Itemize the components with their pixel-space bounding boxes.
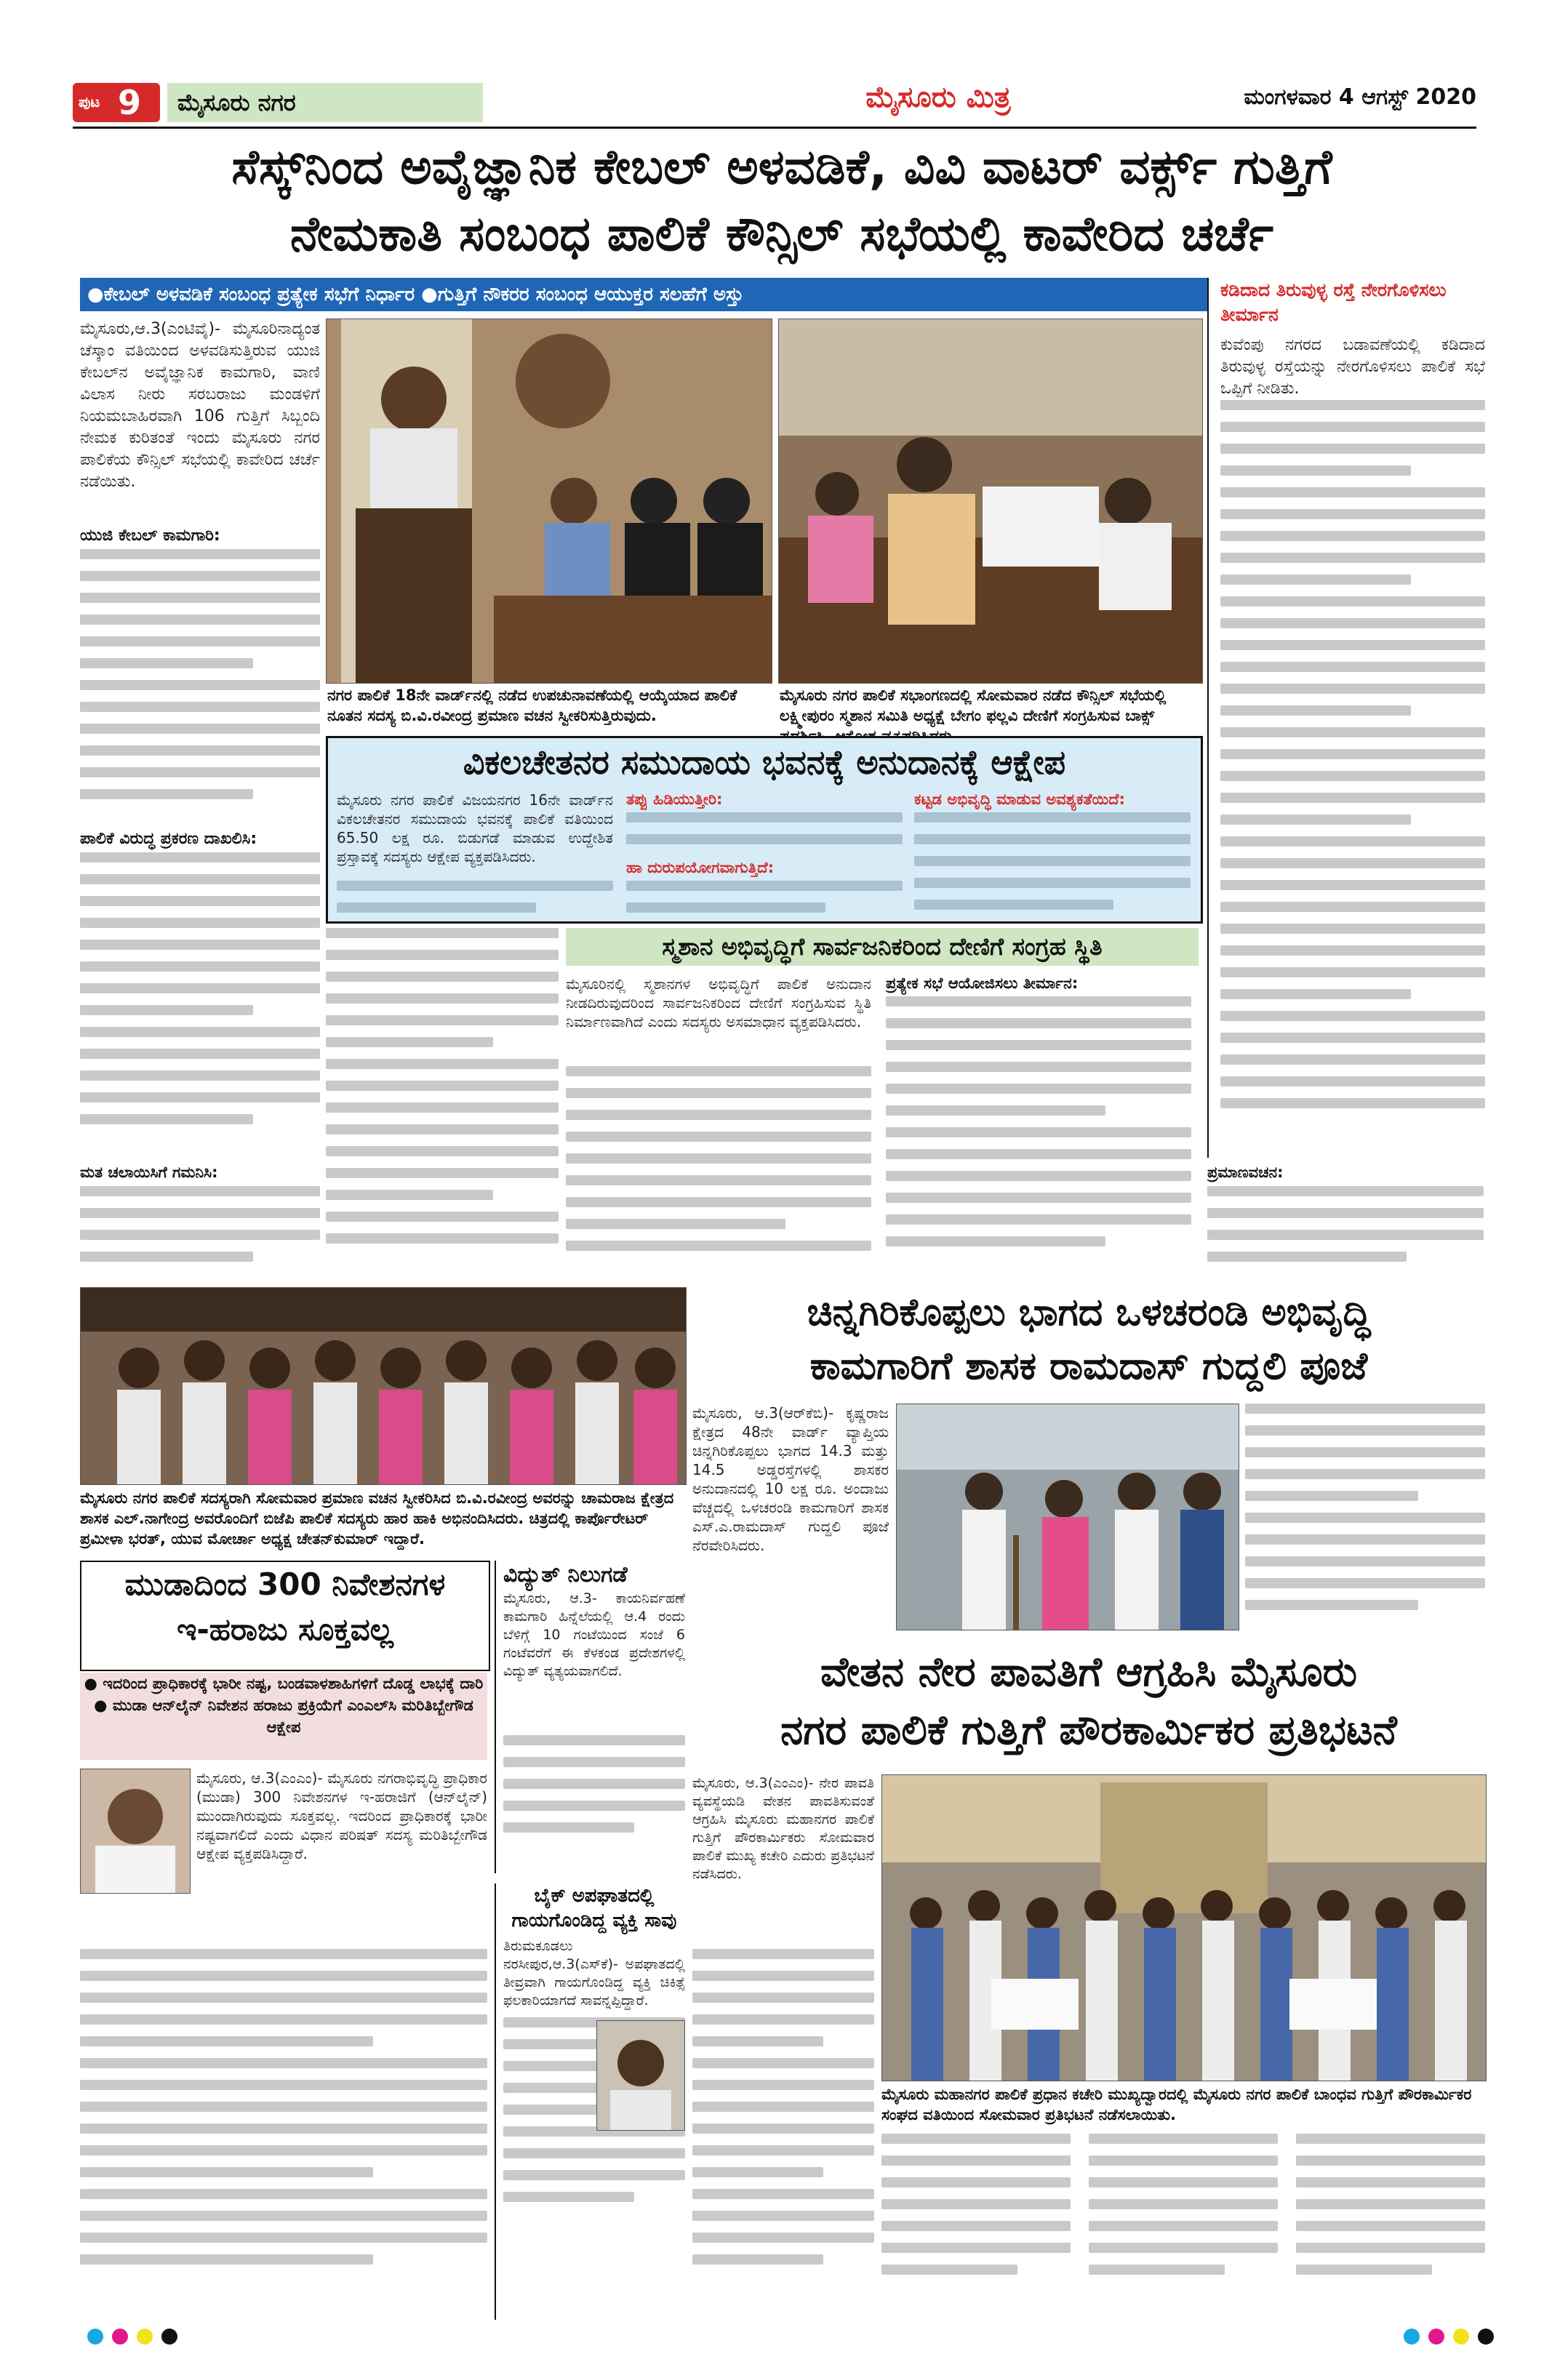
power-cut-story <box>495 1561 685 1873</box>
disabled-hall-lines-3 <box>626 881 903 918</box>
mla-right-lines <box>1245 1404 1485 1629</box>
lead-body-text: ಮೈಸೂರು,ಆ.3(ಎಂಟಿವೈ)- ಮೈಸೂರಿನಾದ್ಯಂತ ಚೆಸ್ಕಾಂ ವತಿಯಿಂದ ಅಳವಡಿಸುತ್ತಿರುವ ಯುಜಿ ಕೇಬಲ್‌ನ ಅವೈಜ್ಞಾನಿಕ ಕಾಮಗಾರಿ, ವಾಣಿ ವಿಲಾಸ ನೀರು ಸರಬರಾಜು ಮಂಡಳಿಗೆ ನಿಯಮಬಾಹಿರವಾಗಿ 106 ಗುತ್ತಿಗೆ ಸಿಬ್ಬಂದಿ ನೇಮಕ ಕುರಿತಂತೆ ಇಂದು ಮೈಸೂರು ನಗರ ಪಾಲಿಕೆಯ ಕೌನ್ಸಿಲ್ ಸಭೆಯಲ್ಲಿ ಕಾವೇರಿದ ಚರ್ಚೆ ನಡೆಯಿತು. <box>80 320 320 491</box>
muda-bullets: ● ಇದರಿಂದ ಪ್ರಾಧಿಕಾರಕ್ಕೆ ಭಾರೀ ನಷ್ಟ, ಬಂಡವಾಳಶಾಹಿಗಳಿಗೆ ದೊಡ್ಡ ಲಾಭಕ್ಕೆ ದಾರಿ ● ಮುಡಾ ಆನ್‌ಲೈನ್ ನಿವೇಶನ ಹರಾಜು ಪ್ರಕ್ರಿಯೆಗೆ ಎಂಎಲ್‌ಸಿ ಮರಿತಿಬ್ಬೇಗೌಡ ಆಕ್ಷೇಪ <box>80 1673 487 1760</box>
cemetery-subhead-3: ಪ್ರಮಾಣವಚನ: <box>1207 1164 1284 1181</box>
side-box-text: ಕುವೆಂಪು ನಗರದ ಬಡಾವಣೆಯಲ್ಲಿ ಕಡಿದಾದ ತಿರುವುಳ್ಳ ರಸ್ತೆಯನ್ನು ನೇರಗೊಳಿಸಲು ಪಾಲಿಕೆ ಸಭೆ ಒಪ್ಪಿಗೆ ನೀಡಿತು. <box>1220 336 1485 398</box>
muda-lines <box>80 1949 487 2313</box>
section-name: ಮೈಸೂರು ನಗರ <box>167 83 483 122</box>
disabled-hall-box <box>326 736 1203 924</box>
disabled-hall-lines-1 <box>337 881 613 918</box>
council-photo-oath-image <box>327 319 772 683</box>
cemetery-subhead-1: ಪ್ರತ್ಯೇಕ ಸಭೆ ಆಯೋಜಿಸಲು ತೀರ್ಮಾನ: <box>886 974 1079 992</box>
workers-protest-caption: ಮೈಸೂರು ಮಹಾನಗರ ಪಾಲಿಕೆ ಪ್ರಧಾನ ಕಚೇರಿ ಮುಖ್ಯದ್ವಾರದಲ್ಲಿ ಮೈಸೂರು ನಗರ ಪಾಲಿಕೆ ಬಾಂಧವ ಗುತ್ತಿಗೆ ಪೌರಕಾರ್ಮಿಕರ ಸಂಘದ ವತಿಯಿಂದ ಸೋಮವಾರ ಪ್ರತಿಭಟನೆ ನಡೆಸಲಾಯಿತು. <box>881 2086 1472 2123</box>
lead-subhead-1: ಯುಜಿ ಕೇಬಲ್ ಕಾಮಗಾರಿ: <box>80 527 220 545</box>
disabled-hall-lines-2 <box>626 812 903 856</box>
cemetery-lines-1 <box>566 1066 871 1270</box>
workers-lines-4 <box>1296 2134 1485 2315</box>
power-cut-lines <box>503 1735 685 1859</box>
cemetery-lines-4 <box>80 1186 320 1266</box>
council-photo-oath-caption: ನಗರ ಪಾಲಿಕೆ 18ನೇ ವಾರ್ಡ್‌ನಲ್ಲಿ ನಡೆದ ಉಪಚುನಾವಣೆಯಲ್ಲಿ ಆಯ್ಕೆಯಾದ ಪಾಲಿಕೆ ನೂತನ ಸದಸ್ಯ ಬಿ.ವಿ.ರವೀಂದ್ರ ಪ್ರಮಾಣ ವಚನ ಸ್ವೀಕರಿಸುತ್ತಿರುವುದು. <box>327 686 737 724</box>
registration-dots-left <box>87 2329 186 2347</box>
lead-headline-1: ಸೆಸ್ಕ್‌ನಿಂದ ಅವೈಜ್ಞಾನಿಕ ಕೇಬಲ್ ಅಳವಡಿಕೆ, ವಿವಿ ವಾಟರ್ ವರ್ಕ್ಸ್ ಗುತ್ತಿಗೆ <box>231 139 1332 195</box>
side-box <box>1207 278 1485 1158</box>
masthead-rule <box>73 127 1476 129</box>
disabled-hall-subhead-3: ಕಟ್ಟಡ ಅಭಿವೃದ್ಧಿ ಮಾಡುವ ಅವಶ್ಯಕತೆಯಿದೆ: <box>914 790 1125 808</box>
workers-lower-columns <box>881 2134 1485 2315</box>
lead-body-lines-2 <box>80 852 320 1143</box>
muda-body: ಮೈಸೂರು, ಆ.3(ಎಂಎಂ)- ಮೈಸೂರು ನಗರಾಭಿವೃದ್ಧಿ ಪ್ರಾಧಿಕಾರ (ಮುಡಾ) 300 ನಿವೇಶನಗಳ ಇ-ಹರಾಜಿಗೆ (ಆನ್‌ಲೈನ್) ಮುಂದಾಗಿರುವುದು ಸೂಕ್ತವಲ್ಲ. ಇದರಿಂದ ಪ್ರಾಧಿಕಾರಕ್ಕೆ ಭಾರೀ ನಷ್ಟವಾಗಲಿದೆ ಎಂದು ವಿಧಾನ ಪರಿಷತ್ ಸದಸ್ಯ ಮರಿತಿಬ್ಬೇಗೌಡ ಆಕ್ಷೇಪ ವ್ಯಕ್ತಪಡಿಸಿದ್ದಾರೆ. <box>196 1769 487 1862</box>
power-cut-headline: ವಿದ್ಯುತ್ ನಿಲುಗಡೆ <box>503 1562 628 1588</box>
disabled-hall-subhead-2: ಹಾ ದುರುಪಯೋಗವಾಗುತ್ತಿದೆ: <box>626 859 775 876</box>
accident-headline-2: ಗಾಯಗೊಂಡಿದ್ದ ವ್ಯಕ್ತಿ ಸಾವು <box>511 1910 677 1931</box>
lead-strap: ●ಕೇಬಲ್ ಅಳವಡಿಕೆ ಸಂಬಂಧ ಪ್ರತ್ಯೇಕ ಸಭೆಗೆ ನಿರ್ಧಾರ ●ಗುತ್ತಿಗೆ ನೌಕರರ ಸಂಬಂಧ ಆಯುಕ್ತರ ಸಲಹೆಗೆ ಅಸ್ತು <box>80 278 1207 311</box>
accident-victim-image <box>597 2021 684 2130</box>
side-box-title: ಕಡಿದಾದ ತಿರುವುಳ್ಳ ರಸ್ತೆ ನೇರಗೊಳಿಸಲು ತೀರ್ಮಾನ <box>1220 279 1447 325</box>
workers-body: ಮೈಸೂರು, ಆ.3(ಎಂಎಂ)- ನೇರ ಪಾವತಿ ವ್ಯವಸ್ಥೆಯಡಿ ವೇತನ ಪಾವತಿಸುವಂತೆ ಆಗ್ರಹಿಸಿ ಮೈಸೂರು ಮಹಾನಗರ ಪಾಲಿಕೆ ಗುತ್ತಿಗೆ ಪೌರಕಾರ್ಮಿಕರು ಸೋಮವಾರ ಪಾಲಿಕೆ ಮುಖ್ಯ ಕಚೇರಿ ಎದುರು ಪ್ರತಿಭಟನೆ ನಡೆಸಿದರು. <box>692 1775 874 1882</box>
lead-body-lines <box>80 549 320 825</box>
muda-headline-box <box>80 1561 490 1671</box>
mla-headline-2: ಕಾಮಗಾರಿಗೆ ಶಾಸಕ ರಾಮದಾಸ್ ಗುದ್ದಲಿ ಪೂಜೆ <box>809 1345 1368 1388</box>
workers-lines-3 <box>1089 2134 1278 2315</box>
page-number: 9 <box>118 83 142 122</box>
workers-protest-image <box>882 1775 1486 2081</box>
mlc-portrait <box>80 1769 191 1894</box>
disabled-hall-body: ಮೈಸೂರು ನಗರ ಪಾಲಿಕೆ ವಿಜಯನಗರ 16ನೇ ವಾರ್ಡ್‌ನ ವಿಕಲಚೇತನರ ಸಮುದಾಯ ಭವನಕ್ಕೆ ಪಾಲಿಕೆ ವತಿಯಿಂದ 65.50 ಲಕ್ಷ ರೂ. ಬಿಡುಗಡೆ ಮಾಡುವ ಉದ್ದೇಶಿತ ಪ್ರಸ್ತಾವಕ್ಕೆ ಸದಸ್ಯರು ಆಕ್ಷೇಪ ವ್ಯಕ್ತಪಡಿಸಿದರು. <box>337 791 613 865</box>
cemetery-headline: ಸ್ಮಶಾನ ಅಭಿವೃದ್ಧಿಗೆ ಸಾರ್ವಜನಿಕರಿಂದ ದೇಣಿಗೆ ಸಂಗ್ರಹ ಸ್ಥಿತಿ <box>566 928 1199 966</box>
council-photo-protest-box-image <box>779 319 1202 683</box>
cemetery-lower-text <box>80 1164 320 1273</box>
cemetery-subhead-2: ಮತ ಚಲಾಯಿಸಿಗೆ ಗಮನಿಸಿ: <box>80 1164 218 1181</box>
cemetery-lines-3 <box>1207 1186 1484 1273</box>
accident-headline-1: ಬೈಕ್ ಅಪಘಾತದಲ್ಲಿ <box>534 1885 655 1907</box>
cemetery-lines-2 <box>886 996 1191 1265</box>
disabled-hall-lines-4 <box>914 812 1191 918</box>
mla-right-column <box>1245 1404 1485 1629</box>
side-box-body-lines <box>1220 400 1485 1149</box>
accident-body: ತಿರುಮಕೂಡಲು ನರಸೀಪುರ,ಆ.3(ಎಸ್‌ಕೆ)- ಅಪಘಾತದಲ್ಲಿ ತೀವ್ರವಾಗಿ ಗಾಯಗೊಂಡಿದ್ದ ವ್ಯಕ್ತಿ ಚಿಕಿತ್ಸೆ ಫಲಕಾರಿಯಾಗದೆ ಸಾವನ್ನಪ್ಪಿದ್ದಾರೆ. <box>503 1938 685 2009</box>
felicitation-photo-image <box>81 1288 686 1484</box>
workers-protest-photo <box>881 1774 1487 2081</box>
mla-bhoomi-puja-image <box>897 1404 1239 1630</box>
accident-victim-photo <box>596 2020 685 2131</box>
cemetery-right-column <box>1207 1164 1484 1280</box>
council-photo-protest-box-caption: ಮೈಸೂರು ನಗರ ಪಾಲಿಕೆ ಸಭಾಂಗಣದಲ್ಲಿ ಸೋಮವಾರ ನಡೆದ ಕೌನ್ಸಿಲ್ ಸಭೆಯಲ್ಲಿ ಲಕ್ಷ್ಮೀಪುರಂ ಸ್ಮಶಾನ ಸಮಿತಿ ಅಧ್ಯಕ್ಷೆ ಬೇಗಂ ಫಲ್ಲವಿ ದೇಣಿಗೆ ಸಂಗ್ರಹಿಸುವ ಬಾಕ್ಸ್ <box>780 686 1167 724</box>
workers-lines-1 <box>692 1949 874 2313</box>
page-label: ಪುಟ <box>79 93 100 111</box>
cemetery-body: ಮೈಸೂರಿನಲ್ಲಿ ಸ್ಮಶಾನಗಳ ಅಭಿವೃದ್ಧಿಗೆ ಪಾಲಿಕೆ ಅನುದಾನ ನೀಡದಿರುವುದರಿಂದ ಸಾರ್ವಜನಿಕರಿಂದ ದೇಣಿಗೆ ಸಂಗ್ರಹಿಸುವ ಸ್ಥಿತಿ ನಿರ್ಮಾಣವಾಗಿದೆ ಎಂದು ಸದಸ್ಯರು ಅಸಮಾಧಾನ ವ್ಯಕ್ತಪಡಿಸಿದರು. <box>566 975 871 1030</box>
workers-headline-1: ವೇತನ ನೇರ ಪಾವತಿಗೆ ಆಗ್ರಹಿಸಿ ಮೈಸೂರು <box>820 1649 1358 1696</box>
registration-dots-right <box>1404 2329 1503 2347</box>
council-photo-oath <box>326 319 772 684</box>
disabled-hall-subhead-1: ತಪ್ಪು ಹಿಡಿಯುತ್ತೀರಿ: <box>626 790 723 808</box>
disabled-hall-headline: ವಿಕಲಚೇತನರ ಸಮುದಾಯ ಭವನಕ್ಕೆ ಅನುದಾನಕ್ಕೆ ಆಕ್ಷೇಪ <box>463 742 1066 782</box>
muda-headline-2: ಇ-ಹರಾಜು ಸೂಕ್ತವಲ್ಲ <box>177 1612 393 1647</box>
page-number-badge <box>73 83 160 122</box>
lead-body-column <box>80 319 320 1155</box>
mlc-portrait-image <box>81 1769 190 1893</box>
masthead <box>73 80 1476 125</box>
felicitation-photo-caption: ಮೈಸೂರು ನಗರ ಪಾಲಿಕೆ ಸದಸ್ಯರಾಗಿ ಸೋಮವಾರ ಪ್ರಮಾಣ ವಚನ ಸ್ವೀಕರಿಸಿದ ಬಿ.ವಿ.ರವೀಂದ್ರ ಅವರನ್ನು ಚಾಮರಾಜ ಕ್ಷೇತ್ರದ ಶಾಸಕ ಎಲ್.ನಾಗೇಂದ್ರ ಅವರೊಂದಿಗೆ ಬಿಜೆಪಿ ಪಾಲಿಕೆ ಸದಸ್ಯರು ಹಾರ ಹಾಕಿ ಅಭಿನಂದಿಸಿದರು. ಚಿತ್ರದಲ್ಲಿ ಕಾರ್ಪೊರೇಟರ್ ಪ್ರಮೀಳಾ ಭರತ್, ಯುವ ಮೋರ್ಚಾ ಅಧ್ಯಕ್ಷ ಚೇತನ್‌ಕುಮಾರ್ ಇದ್ದಾರೆ. <box>80 1489 674 1548</box>
workers-body-lines <box>692 1949 874 2313</box>
workers-headline-2: ನಗರ ಪಾಲಿಕೆ ಗುತ್ತಿಗೆ ಪೌರಕಾರ್ಮಿಕರ ಪ್ರತಿಭಟನೆ <box>780 1707 1397 1754</box>
council-photo-protest-box <box>778 319 1203 684</box>
power-cut-body: ಮೈಸೂರು, ಆ.3- ಕಾಯನಿರ್ವಹಣೆ ಕಾಮಗಾರಿ ಹಿನ್ನೆಲೆಯಲ್ಲಿ ಆ.4 ರಂದು ಬೆಳಿಗ್ಗೆ 10 ಗಂಟೆಯಿಂದ ಸಂಜೆ 6 ಗಂಟೆವರೆಗೆ ಈ ಕೆಳಕಂಡ ಪ್ರದೇಶಗಳಲ್ಲಿ ವಿದ್ಯುತ್ ವ್ಯತ್ಯಯವಾಗಲಿದೆ. <box>503 1590 685 1679</box>
lead-continue-column <box>326 928 559 1270</box>
mla-body: ಮೈಸೂರು, ಆ.3(ಆರ್‌ಕೆಬಿ)- ಕೃಷ್ಣರಾಜ ಕ್ಷೇತ್ರದ 48ನೇ ವಾರ್ಡ್ ವ್ಯಾಪ್ತಿಯ ಚಿನ್ನಗಿರಿಕೊಪ್ಪಲು ಭಾಗದ 14.3 ಮತ್ತು 14.5 ಅಡ್ಡರಸ್ತೆಗಳಲ್ಲಿ ಶಾಸಕರ ಅನುದಾನದಲ್ಲಿ 10 ಲಕ್ಷ ರೂ. ಅಂದಾಜು ವೆಚ್ಚದಲ್ಲಿ ಒಳಚರಂಡಿ ಕಾಮಗಾರಿಗೆ ಶಾಸಕ ಎಸ್.ಎ.ರಾಮದಾಸ್ ಗುದ್ದಲಿ ಪೂಜೆ ನೆರವೇರಿಸಿದರು. <box>692 1404 889 1554</box>
lead-continue-lines <box>326 928 559 1270</box>
mla-headline-1: ಚಿನ್ನಗಿರಿಕೊಪ್ಪಲು ಭಾಗದ ಒಳಚರಂಡಿ ಅಭಿವೃದ್ಧಿ <box>807 1291 1371 1334</box>
workers-lines-2 <box>881 2134 1071 2315</box>
felicitation-photo <box>80 1287 687 1485</box>
paper-logo: ಮೈಸೂರು ಮಿತ್ರ <box>865 80 1011 114</box>
mla-bhoomi-puja-photo <box>896 1404 1239 1630</box>
accident-story <box>495 1883 685 2320</box>
muda-body-lines <box>80 1949 487 2313</box>
muda-headline-1: ಮುಡಾದಿಂದ 300 ನಿವೇಶನಗಳ <box>124 1566 446 1602</box>
lead-subhead-2: ಪಾಲಿಕೆ ವಿರುದ್ಧ ಪ್ರಕರಣ ದಾಖಲಿಸಿ: <box>80 830 257 848</box>
issue-date: ಮಂಗಳವಾರ 4 ಆಗಸ್ಟ್ 2020 <box>1244 84 1476 110</box>
lead-headline-2: ನೇಮಕಾತಿ ಸಂಬಂಧ ಪಾಲಿಕೆ ಕೌನ್ಸಿಲ್ ಸಭೆಯಲ್ಲಿ ಕಾವೇರಿದ ಚರ್ಚೆ <box>290 206 1273 262</box>
